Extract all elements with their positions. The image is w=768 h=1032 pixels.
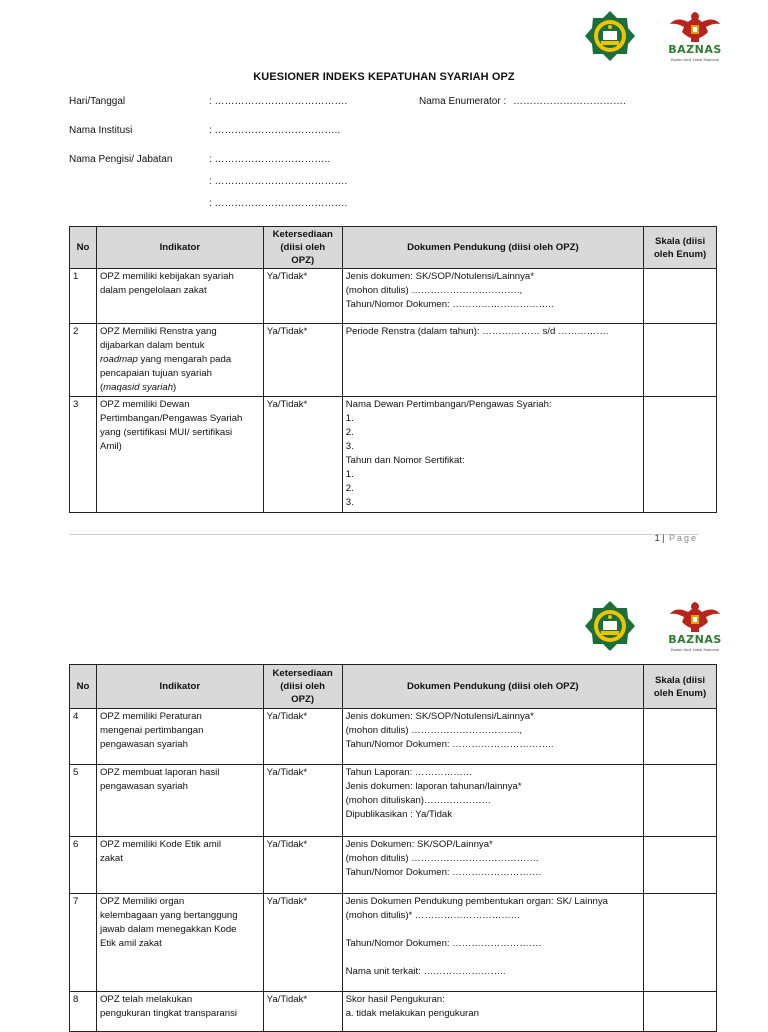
row-skala[interactable] <box>644 837 717 894</box>
row-no: 6 <box>70 837 97 894</box>
row-no: 5 <box>70 765 97 837</box>
row-indikator: OPZ memiliki kebijakan syariah dalam pengelolaan zakat <box>96 269 263 324</box>
table-row <box>70 992 717 1032</box>
table-row <box>70 397 717 513</box>
pengisi-label: Nama Pengisi/ Jabatan <box>69 154 173 165</box>
row-dokumen[interactable]: Tahun Laporan: ……………… Jenis dokumen: laporan tahunan/lainnya* (mohon dituliskan)………………… Dipublikasikan : Ya/Tidak <box>342 765 643 837</box>
row-skala[interactable] <box>644 765 717 837</box>
row-no: 3 <box>70 397 97 513</box>
table-row <box>70 269 717 324</box>
row-no: 7 <box>70 894 97 992</box>
table-row <box>70 894 717 992</box>
table-header-row <box>70 665 717 709</box>
header-no: No <box>70 227 97 269</box>
row-skala[interactable] <box>644 324 717 397</box>
row-skala[interactable] <box>644 269 717 324</box>
questionnaire-table-2 <box>69 664 717 1032</box>
document-title: KUESIONER INDEKS KEPATUHAN SYARIAH OPZ <box>253 71 515 83</box>
row-ketersediaan[interactable]: Ya/Tidak* <box>263 992 342 1032</box>
header-dokumen: Dokumen Pendukung (diisi oleh OPZ) <box>342 665 643 709</box>
hari-tanggal-label: Hari/Tanggal <box>69 96 126 107</box>
row-no: 4 <box>70 709 97 765</box>
row-ketersediaan[interactable]: Ya/Tidak* <box>263 837 342 894</box>
kemenag-emblem-icon <box>584 10 636 62</box>
hari-tanggal-value[interactable]: : …………………………………. <box>209 96 348 107</box>
row-skala[interactable] <box>644 709 717 765</box>
document-page-2 <box>0 590 768 1024</box>
table-row <box>70 324 717 397</box>
row-dokumen[interactable]: Skor hasil Pengukuran: a. tidak melakukan pengukuran <box>342 992 643 1032</box>
baznas-tagline: Badan Amil Zakat Nasional <box>670 57 720 62</box>
row-no: 1 <box>70 269 97 324</box>
row-ketersediaan[interactable]: Ya/Tidak* <box>263 709 342 765</box>
extra-value-1[interactable]: : …………………………………. <box>209 176 348 187</box>
row-skala[interactable] <box>644 992 717 1032</box>
header-indikator: Indikator <box>96 665 263 709</box>
kemenag-emblem-icon <box>584 600 636 652</box>
table-row <box>70 837 717 894</box>
questionnaire-table-1 <box>69 226 717 513</box>
row-no: 8 <box>70 992 97 1032</box>
row-dokumen[interactable]: Periode Renstra (dalam tahun): ……………… s/d ……………. <box>342 324 643 397</box>
baznas-tagline: Badan Amil Zakat Nasional <box>670 647 720 652</box>
row-dokumen[interactable]: Nama Dewan Pertimbangan/Pengawas Syariah: 1. 2. 3. Tahun dan Nomor Sertifikat: 1. 2. 3. <box>342 397 643 513</box>
row-indikator: OPZ memiliki Peraturan mengenai pertimbangan pengawasan syariah <box>96 709 263 765</box>
row-indikator: OPZ telah melakukan pengukuran tingkat transparansi <box>96 992 263 1032</box>
table-row <box>70 709 717 765</box>
row-ketersediaan[interactable]: Ya/Tidak* <box>263 397 342 513</box>
row-ketersediaan[interactable]: Ya/Tidak* <box>263 324 342 397</box>
table-row <box>70 765 717 837</box>
pengisi-value[interactable]: : …………………………….. <box>209 154 331 165</box>
enumerator-value[interactable]: ……………………………. <box>513 96 626 107</box>
row-indikator: OPZ memiliki Kode Etik amil zakat <box>96 837 263 894</box>
enumerator-label: Nama Enumerator : <box>419 96 507 107</box>
row-ketersediaan[interactable]: Ya/Tidak* <box>263 765 342 837</box>
row-ketersediaan[interactable]: Ya/Tidak* <box>263 269 342 324</box>
row-no: 2 <box>70 324 97 397</box>
baznas-logo <box>658 600 732 652</box>
header-logos <box>584 600 724 652</box>
header-ketersediaan: Ketersediaan (diisi oleh OPZ) <box>263 665 342 709</box>
institusi-label: Nama Institusi <box>69 125 133 136</box>
header-logos <box>584 10 724 62</box>
extra-value-2[interactable]: : …………………………………. <box>209 198 348 209</box>
header-dokumen: Dokumen Pendukung (diisi oleh OPZ) <box>342 227 643 269</box>
row-ketersediaan[interactable]: Ya/Tidak* <box>263 894 342 992</box>
header-skala: Skala (diisi oleh Enum) <box>644 227 717 269</box>
header-skala: Skala (diisi oleh Enum) <box>644 665 717 709</box>
institusi-value[interactable]: : ……………………………….. <box>209 125 341 136</box>
row-indikator: OPZ Memiliki organ kelembagaan yang bertanggung jawab dalam menegakkan Kode Etik amil zakat <box>96 894 263 992</box>
header-indikator: Indikator <box>96 227 263 269</box>
garuda-emblem-icon <box>658 600 732 634</box>
baznas-logo <box>658 10 732 62</box>
baznas-name: BAZNAS <box>668 633 722 646</box>
row-skala[interactable] <box>644 894 717 992</box>
row-indikator: OPZ Memiliki Renstra yang dijabarkan dalam bentuk roadmap yang mengarah pada pencapaian tujuan syariah (maqasid syariah) <box>96 324 263 397</box>
row-dokumen[interactable]: Jenis Dokumen Pendukung pembentukan organ: SK/ Lainnya (mohon ditulis)* …………………………… Tahun/Nomor Dokumen: ………………………. Nama unit terkait: …………………….. <box>342 894 643 992</box>
header-ketersediaan: Ketersediaan (diisi oleh OPZ) <box>263 227 342 269</box>
header-no: No <box>70 665 97 709</box>
row-dokumen[interactable]: Jenis dokumen: SK/SOP/Notulensi/Lainnya* (mohon ditulis) ……………………………., Tahun/Nomor Dokumen: ………………………….. <box>342 709 643 765</box>
baznas-name: BAZNAS <box>668 43 722 56</box>
row-skala[interactable] <box>644 397 717 513</box>
row-dokumen[interactable]: Jenis Dokumen: SK/SOP/Lainnya* (mohon ditulis) …………………………………. Tahun/Nomor Dokumen: ………………………. <box>342 837 643 894</box>
row-indikator: OPZ membuat laporan hasil pengawasan syariah <box>96 765 263 837</box>
page-number: 1 | Page <box>654 533 698 543</box>
row-indikator: OPZ memiliki Dewan Pertimbangan/Pengawas Syariah yang (sertifikasi MUI/ sertifikasi Amil) <box>96 397 263 513</box>
table-header-row <box>70 227 717 269</box>
garuda-emblem-icon <box>658 10 732 44</box>
row-dokumen[interactable]: Jenis dokumen: SK/SOP/Notulensi/Lainnya* (mohon ditulis) ……………………………., Tahun/Nomor Dokumen: ………………………….. <box>342 269 643 324</box>
